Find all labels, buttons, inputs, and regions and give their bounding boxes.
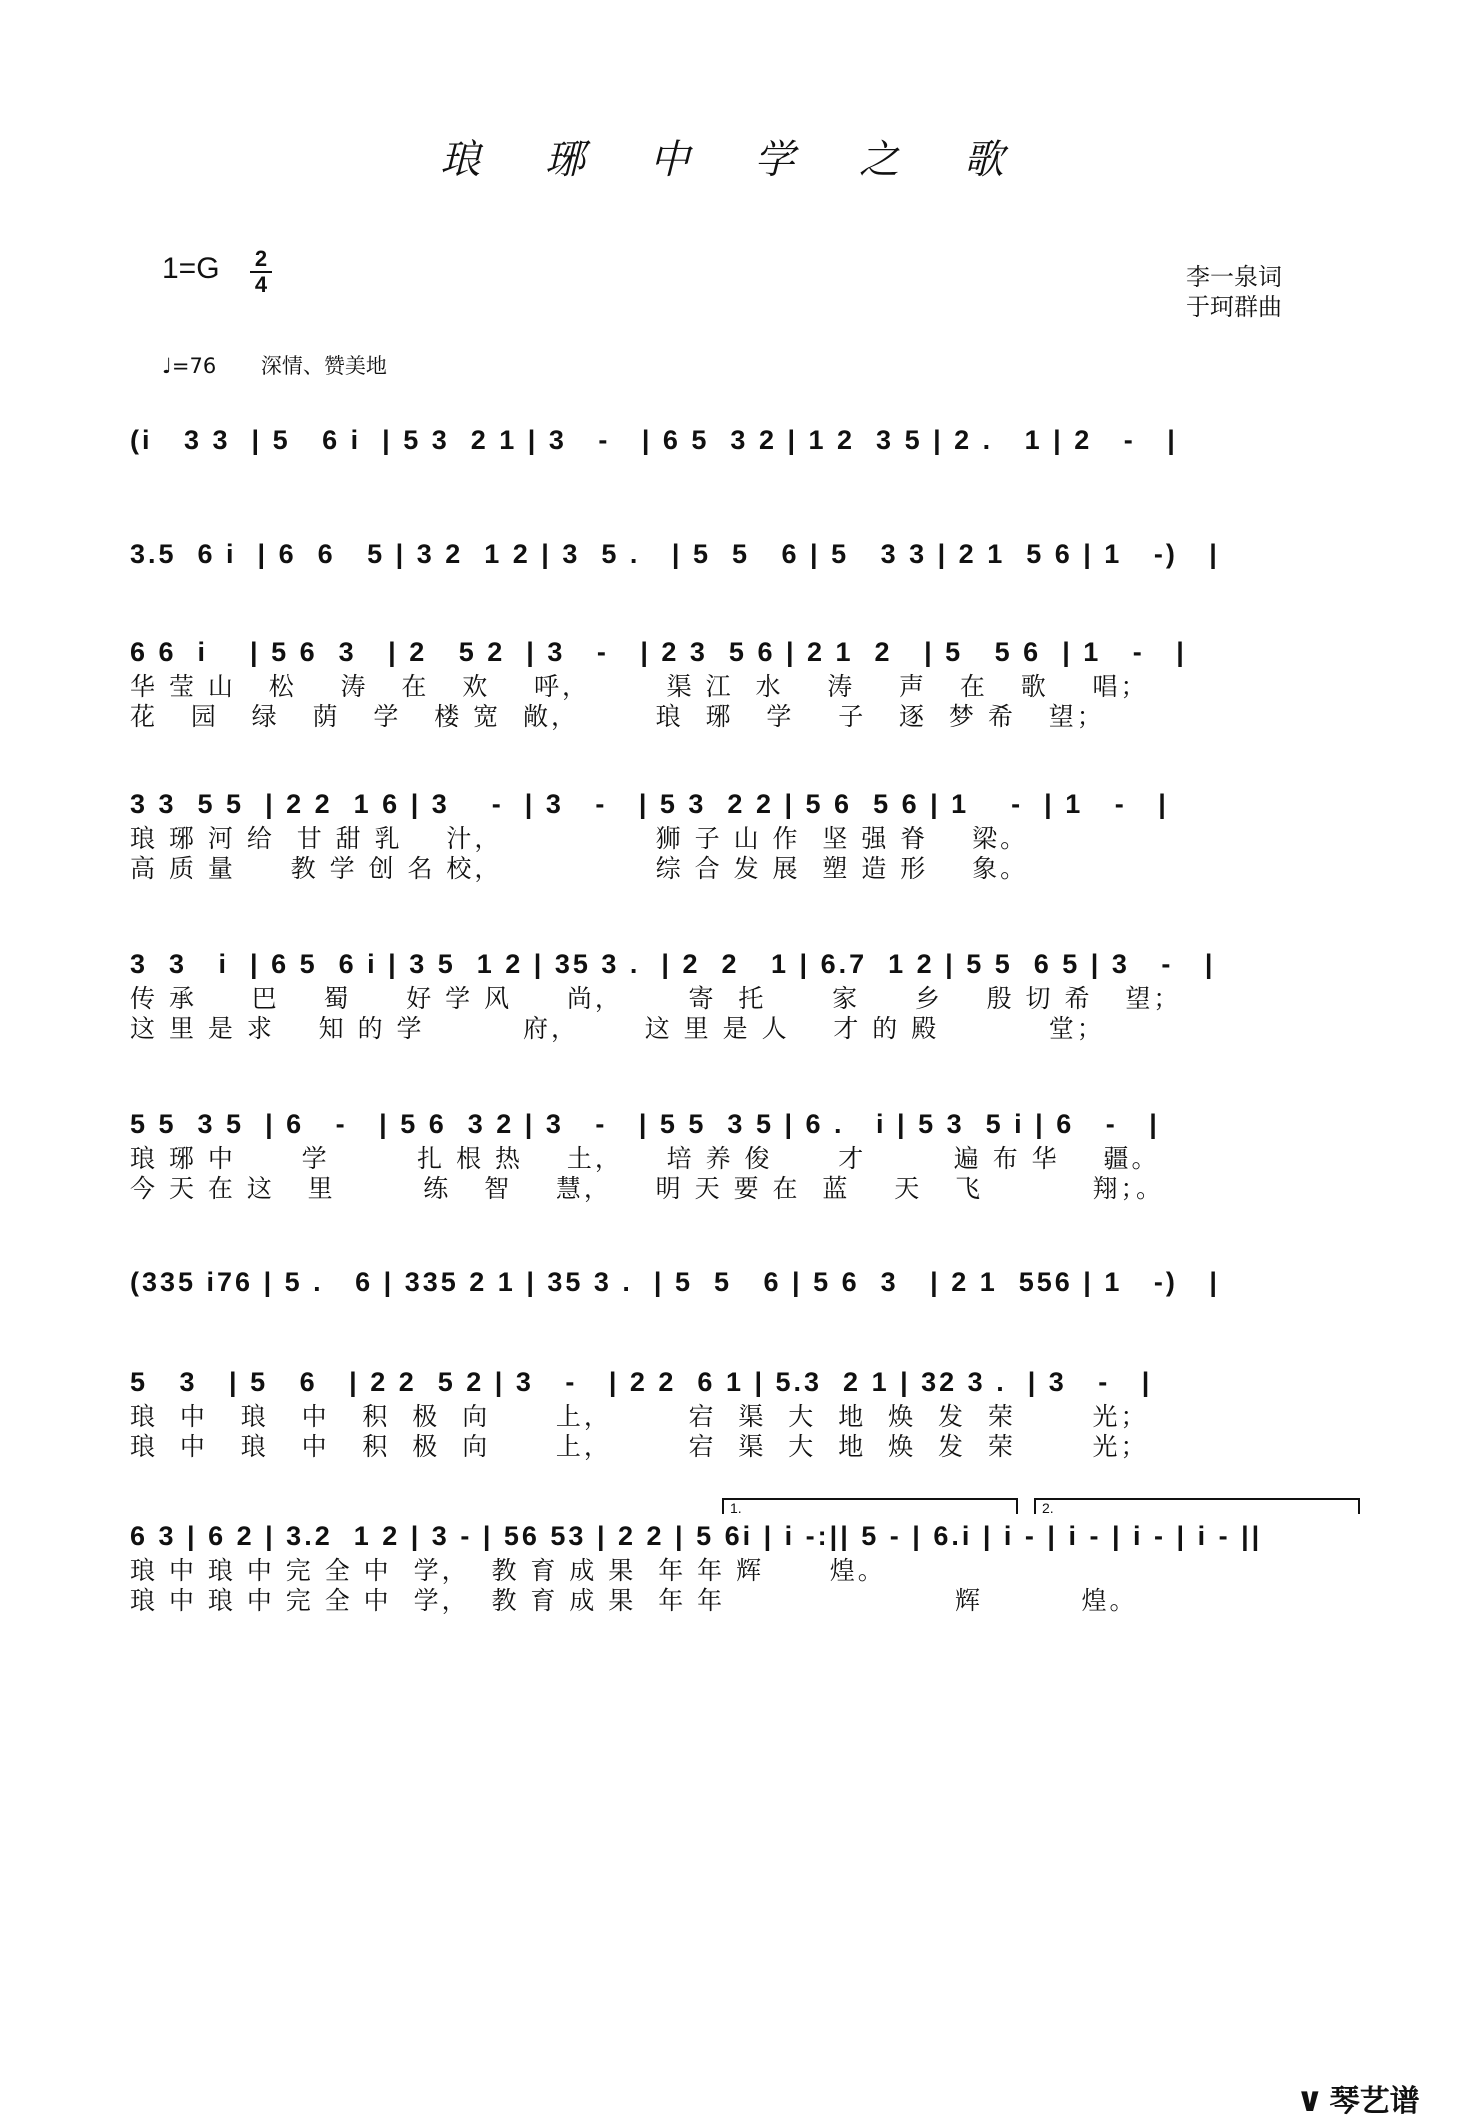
site-logo bbox=[1296, 2076, 1420, 2120]
lyrics-verse-2: 琅 中 琅 中 积 极 向 上， 宕 渠 大 地 焕 发 荣 光； bbox=[130, 1432, 1149, 1461]
meter-denominator: 4 bbox=[254, 272, 268, 297]
system-9 bbox=[130, 1500, 1350, 1616]
notes-line: 5 5 3 5 | 6 - | 5 6 3 2 | 3 - | 5 5 3 5 | 6 . i | 5 3 5 i | 6 - | bbox=[130, 1109, 1160, 1139]
lyricist: 李一泉词 bbox=[1186, 263, 1282, 291]
notes-line: 3.5 6 i | 6 6 5 | 3 2 1 2 | 3 5 . | 5 5 6 | 5 3 3 | 2 1 5 6 | 1 -) | bbox=[130, 539, 1220, 569]
notes-line: 6 3 | 6 2 | 3.2 1 2 | 3 - | 56 53 | 2 2 | 5 6i | i -:|| 5 - | 6.i | i - | i - | i - | i - || bbox=[130, 1521, 1263, 1551]
system-3 bbox=[130, 632, 1350, 732]
credits bbox=[1186, 262, 1282, 322]
lyrics-verse-1: 琅 中 琅 中 完 全 中 学， 教 育 成 果 年 年 辉 煌。 bbox=[130, 1556, 886, 1585]
system-7 bbox=[130, 1262, 1350, 1302]
composer: 于珂群曲 bbox=[1186, 293, 1282, 321]
lyrics-verse-1: 传 承 巴 蜀 好 学 风 尚， 寄 托 家 乡 殷 切 希 望； bbox=[130, 984, 1182, 1013]
notes-line: 6 6 i | 5 6 3 | 2 5 2 | 3 - | 2 3 5 6 | 2 1 2 | 5 5 6 | 1 - | bbox=[130, 637, 1187, 667]
notes-line: 5 3 | 5 6 | 2 2 5 2 | 3 - | 2 2 6 1 | 5.3 2 1 | 32 3 . | 3 - | bbox=[130, 1367, 1153, 1397]
volta-first: 1. bbox=[722, 1498, 1018, 1514]
lyrics-verse-2: 这 里 是 求 知 的 学 府， 这 里 是 人 才 的 殿 堂； bbox=[130, 1014, 1105, 1043]
tempo-marking bbox=[162, 350, 387, 380]
lyrics-verse-1: 琅 琊 河 给 甘 甜 乳 汁， 狮 子 山 作 坚 强 脊 梁。 bbox=[130, 824, 1029, 853]
system-1 bbox=[130, 420, 1350, 460]
notes-line: 3 3 i | 6 5 6 i | 3 5 1 2 | 35 3 . | 2 2 1 | 6.7 1 2 | 5 5 6 5 | 3 - | bbox=[130, 949, 1216, 979]
system-2 bbox=[130, 534, 1350, 574]
logo-icon: ∨ bbox=[1296, 2080, 1324, 2120]
lyrics-verse-2: 花 园 绿 荫 学 楼 宽 敞， 琅 琊 学 子 逐 梦 希 望； bbox=[130, 702, 1105, 731]
lyrics-verse-1: 华 莹 山 松 涛 在 欢 呼， 渠 江 水 涛 声 在 歌 唱； bbox=[130, 672, 1149, 701]
notes-line: 3 3 5 5 | 2 2 1 6 | 3 - | 3 - | 5 3 2 2 | 5 6 5 6 | 1 - | 1 - | bbox=[130, 789, 1169, 819]
volta-second: 2. bbox=[1034, 1498, 1360, 1514]
lyrics-verse-2: 今 天 在 这 里 练 智 慧， 明 天 要 在 蓝 天 飞 翔；。 bbox=[130, 1174, 1165, 1203]
logo-text: 琴艺谱 bbox=[1329, 2084, 1420, 2119]
tempo: ♩=76 bbox=[162, 354, 217, 378]
lyrics-verse-1: 琅 中 琅 中 积 极 向 上， 宕 渠 大 地 焕 发 荣 光； bbox=[130, 1402, 1149, 1431]
expression: 深情、赞美地 bbox=[260, 354, 387, 378]
lyrics-verse-2: 琅 中 琅 中 完 全 中 学， 教 育 成 果 年 年 辉 煌。 bbox=[130, 1586, 1138, 1615]
time-signature bbox=[250, 248, 272, 296]
lyrics-verse-1: 琅 琊 中 学 扎 根 热 土， 培 养 俊 才 遍 布 华 疆。 bbox=[130, 1144, 1160, 1173]
meter-numerator: 2 bbox=[254, 246, 268, 271]
system-6 bbox=[130, 1104, 1350, 1204]
notes-line: (i 3 3 | 5 6 i | 5 3 2 1 | 3 - | 6 5 3 2 | 1 2 3 5 | 2 . 1 | 2 - | bbox=[130, 425, 1178, 455]
system-8 bbox=[130, 1362, 1350, 1462]
song-title: 琅 琊 中 学 之 歌 bbox=[440, 137, 1030, 183]
system-4 bbox=[130, 784, 1350, 884]
system-5 bbox=[130, 944, 1350, 1044]
lyrics-verse-2: 高 质 量 教 学 创 名 校， 综 合 发 展 塑 造 形 象。 bbox=[130, 854, 1029, 883]
notes-line: (335 i76 | 5 . 6 | 335 2 1 | 35 3 . | 5 5 6 | 5 6 3 | 2 1 556 | 1 -) | bbox=[130, 1267, 1220, 1297]
key-signature: 1=G bbox=[162, 252, 220, 285]
